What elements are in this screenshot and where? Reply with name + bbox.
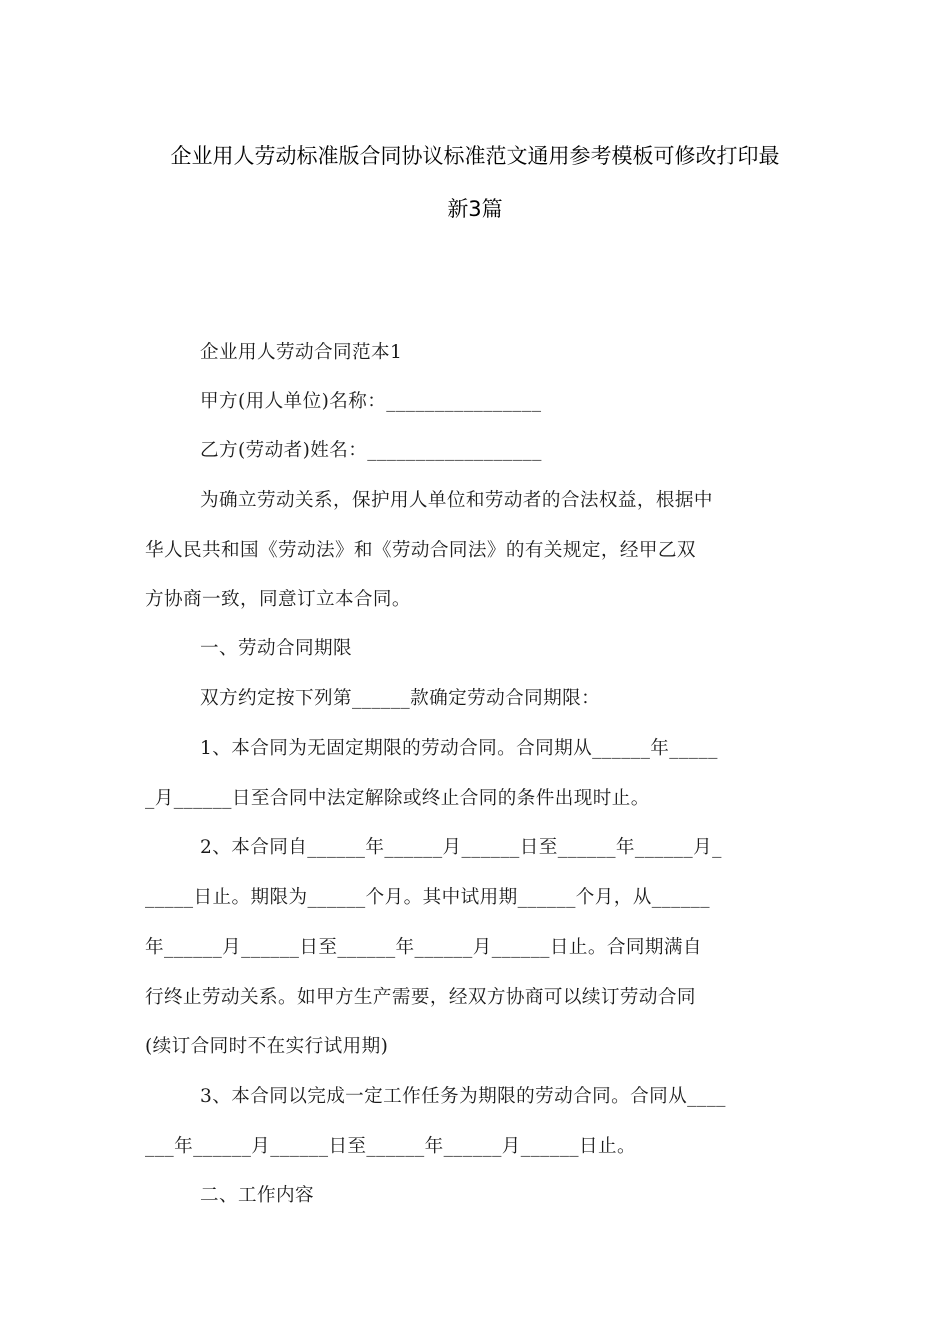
paragraph-line: 方协商一致，同意订立本合同。 xyxy=(145,589,411,610)
paragraph-line: 1、本合同为无固定期限的劳动合同。合同期从______年_____ xyxy=(200,738,718,759)
paragraph-line: 为确立劳动关系，保护用人单位和劳动者的合法权益，根据中 xyxy=(200,490,713,511)
paragraph-line: 华人民共和国《劳动法》和《劳动合同法》的有关规定，经甲乙双 xyxy=(145,540,696,561)
paragraph-line: 行终止劳动关系。如甲方生产需要，经双方协商可以续订劳动合同 xyxy=(145,987,696,1008)
paragraph-line: ___年______月______日至______年______月______日止。 xyxy=(145,1136,636,1157)
paragraph-line: 3、本合同以完成一定工作任务为期限的劳动合同。合同从____ xyxy=(200,1086,726,1107)
paragraph-line: (续订合同时不在实行试用期) xyxy=(145,1036,389,1057)
title-line-2: 新3篇 xyxy=(447,197,503,221)
party-b-name-field: 乙方(劳动者)姓名：__________________ xyxy=(200,440,542,461)
section-heading-2: 二、工作内容 xyxy=(200,1185,314,1206)
title-line-1: 企业用人劳动标准版合同协议标准范文通用参考模板可修改打印最 xyxy=(170,144,780,168)
party-a-name-field: 甲方(用人单位)名称：________________ xyxy=(200,391,542,412)
paragraph-line: 双方约定按下列第______款确定劳动合同期限： xyxy=(200,688,601,709)
paragraph-line: _____日止。期限为______个月。其中试用期______个月，从______ xyxy=(145,887,710,908)
contract-heading: 企业用人劳动合同范本1 xyxy=(200,342,403,363)
section-heading-1: 一、劳动合同期限 xyxy=(200,638,352,659)
document-title xyxy=(0,130,950,236)
paragraph-line: _月______日至合同中法定解除或终止合同的条件出现时止。 xyxy=(145,788,650,809)
paragraph-line: 年______月______日至______年______月______日止。合同期满自 xyxy=(145,937,702,958)
paragraph-line: 2、本合同自______年______月______日至______年______月_ xyxy=(200,837,722,858)
